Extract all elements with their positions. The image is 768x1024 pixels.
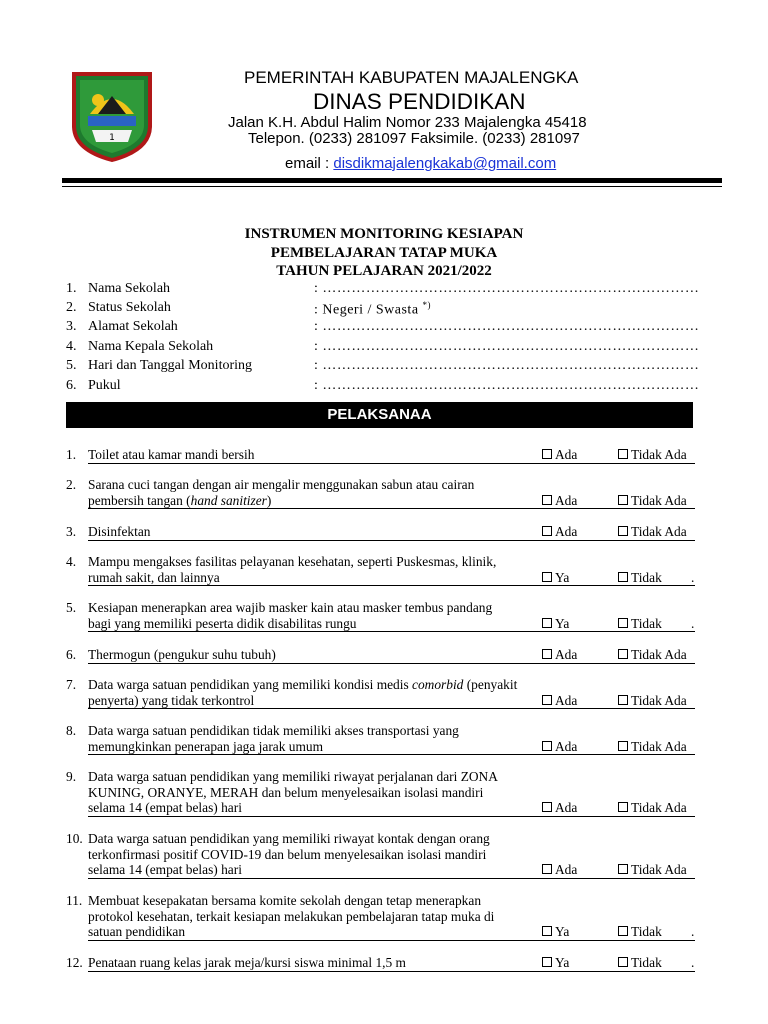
checkbox-icon[interactable] <box>618 926 628 936</box>
option-2-label: Tidak Ada <box>631 492 687 508</box>
identity-field-row <box>0 378 768 397</box>
field-number: 1. <box>66 281 77 296</box>
item-text <box>88 447 518 463</box>
identity-field-row <box>0 300 768 319</box>
checkbox-icon[interactable] <box>542 864 552 874</box>
header-agency: DINAS PENDIDIKAN <box>313 89 526 114</box>
trailing-mark: . <box>691 924 695 940</box>
item-text <box>88 600 518 631</box>
item-underline <box>88 540 695 541</box>
field-label: Nama Sekolah <box>88 281 171 296</box>
checkbox-icon[interactable] <box>542 495 552 505</box>
checkbox-icon[interactable] <box>618 618 628 628</box>
option-2[interactable] <box>618 570 662 586</box>
item-number: 7. <box>66 677 77 692</box>
item-text-main: Penataan ruang kelas jarak meja/kursi siswa minimal 1,5 m <box>88 955 406 970</box>
item-number: 5. <box>66 600 77 615</box>
identity-field-row <box>0 358 768 377</box>
option-2-label: Tidak Ada <box>631 647 687 662</box>
item-text <box>88 769 518 816</box>
option-2-label: Tidak Ada <box>631 862 687 878</box>
option-1-label: Ada <box>555 800 578 816</box>
email-link[interactable]: disdikmajalengkakab@gmail.com <box>333 155 557 172</box>
item-text-main: Thermogun (pengukur suhu tubuh) <box>88 647 276 662</box>
item-text <box>88 723 518 754</box>
field-value[interactable]: : …………………………………………………………………… <box>314 281 700 296</box>
item-text-main: Disinfektan <box>88 524 151 539</box>
checkbox-icon[interactable] <box>618 741 628 751</box>
checklist-item <box>66 600 696 635</box>
option-2-label: Tidak <box>631 569 662 585</box>
checkbox-icon[interactable] <box>618 864 628 874</box>
checkbox-icon[interactable] <box>542 802 552 812</box>
field-label: Alamat Sekolah <box>88 319 178 334</box>
item-text-main: Data warga satuan pendidikan yang memiliki riwayat perjalanan dari ZONA KUNING, ORANYE, MERAH dan belum menyelesaikan isolasi mandiri selama 14 (empat belas) hari <box>88 769 498 816</box>
checkbox-icon[interactable] <box>618 649 628 659</box>
checkbox-icon[interactable] <box>542 741 552 751</box>
checkbox-icon[interactable] <box>542 957 552 967</box>
field-number: 4. <box>66 339 77 354</box>
option-2[interactable] <box>618 616 662 632</box>
checklist-item <box>66 677 696 712</box>
checkbox-icon[interactable] <box>618 572 628 582</box>
field-number: 2. <box>66 300 77 315</box>
field-label: Pukul <box>88 378 121 393</box>
checklist-item <box>66 477 696 512</box>
option-2[interactable] <box>618 739 687 755</box>
option-1[interactable] <box>542 447 577 463</box>
item-number: 1. <box>66 447 77 462</box>
item-text-main: Data warga satuan pendidikan yang memiliki kondisi medis <box>88 677 413 692</box>
checkbox-icon[interactable] <box>542 926 552 936</box>
identity-field-row <box>0 339 768 358</box>
checklist-item <box>66 723 696 758</box>
checkbox-icon[interactable] <box>618 449 628 459</box>
option-2-label: Tidak Ada <box>631 800 687 816</box>
item-text-after: (penyakit penyerta) yang tidak terkontrol <box>88 677 518 708</box>
section-header: PELAKSANAA <box>66 402 693 428</box>
option-2[interactable] <box>618 693 687 709</box>
field-value[interactable]: : …………………………………………………………………… <box>314 358 700 373</box>
option-1-label: Ya <box>555 955 570 970</box>
checkbox-icon[interactable] <box>618 526 628 536</box>
item-text-main: Kesiapan menerapkan area wajib masker kain atau masker tembus pandang bagi yang memiliki peserta didik disabilitas rungu <box>88 600 493 631</box>
item-text-main: Toilet atau kamar mandi bersih <box>88 447 255 462</box>
item-text <box>88 831 518 878</box>
item-number: 3. <box>66 524 77 539</box>
item-underline <box>88 663 695 664</box>
option-1[interactable] <box>542 924 569 940</box>
option-1[interactable] <box>542 647 577 663</box>
item-number: 11. <box>66 893 83 908</box>
item-underline <box>88 940 695 941</box>
regency-emblem-icon <box>70 70 154 162</box>
option-1-label: Ada <box>555 692 578 708</box>
item-text-main: Data warga satuan pendidikan tidak memiliki akses transportasi yang memungkinkan penerapan jaga jarak umum <box>88 723 459 754</box>
option-2[interactable] <box>618 955 662 971</box>
field-value[interactable]: : …………………………………………………………………… <box>314 319 700 334</box>
item-text <box>88 955 518 971</box>
option-1-label: Ada <box>555 647 578 662</box>
option-2-label: Tidak <box>631 955 662 970</box>
item-text-main: Mampu mengakses fasilitas pelayanan kesehatan, seperti Puskesmas, klinik, rumah sakit, dan lainnya <box>88 554 497 585</box>
item-text-main: Membuat kesepakatan bersama komite sekolah dengan tetap menerapkan protokol kesehatan, terkait kesiapan melakukan pembelajaran tatap muka di satuan pendidikan <box>88 893 495 940</box>
item-number: 12. <box>66 955 83 970</box>
checkbox-icon[interactable] <box>618 802 628 812</box>
trailing-mark: . <box>691 615 695 631</box>
option-2[interactable] <box>618 493 687 509</box>
option-1-label: Ada <box>555 862 578 878</box>
option-1-label: Ya <box>555 569 570 585</box>
item-text <box>88 647 518 663</box>
item-underline <box>88 708 695 709</box>
email-label: email : <box>285 155 334 172</box>
option-1[interactable] <box>542 616 569 632</box>
trailing-mark: . <box>691 955 695 970</box>
field-value[interactable]: : Negeri / Swasta *) <box>314 300 432 318</box>
item-text <box>88 893 518 940</box>
item-text <box>88 554 518 585</box>
item-text-after: ) <box>266 492 272 508</box>
option-1[interactable] <box>542 800 577 816</box>
header-address: Jalan K.H. Abdul Halim Nomor 233 Majalengka 45418 <box>228 114 587 131</box>
option-2-label: Tidak Ada <box>631 447 687 462</box>
item-underline <box>88 754 695 755</box>
item-text <box>88 677 518 708</box>
item-text-italic: hand sanitizer <box>190 492 267 508</box>
item-number: 10. <box>66 831 83 846</box>
identity-field-row <box>0 319 768 338</box>
checklist-item <box>66 554 696 589</box>
checkbox-icon[interactable] <box>542 618 552 628</box>
item-underline <box>88 631 695 632</box>
form-title-line-2: PEMBELAJARAN TATAP MUKA <box>270 245 498 261</box>
item-text-main: Data warga satuan pendidikan yang memiliki riwayat kontak dengan orang terkonfirmasi positif COVID-19 dan belum menyelesaikan isolasi mandiri selama 14 (empat belas) hari <box>88 831 490 878</box>
option-1-label: Ya <box>555 924 570 940</box>
header-divider-thin <box>62 186 722 187</box>
option-2[interactable] <box>618 524 687 540</box>
option-1[interactable] <box>542 862 577 878</box>
field-number: 6. <box>66 378 77 393</box>
option-2[interactable] <box>618 800 687 816</box>
item-number: 9. <box>66 769 77 784</box>
item-number: 8. <box>66 723 77 738</box>
header-email-line <box>285 155 556 172</box>
option-2[interactable] <box>618 924 662 940</box>
item-underline <box>88 971 695 972</box>
option-2[interactable] <box>618 862 687 878</box>
checkbox-icon[interactable] <box>542 695 552 705</box>
item-text <box>88 524 518 540</box>
option-1-label: Ada <box>555 447 578 462</box>
option-2-label: Tidak Ada <box>631 524 687 539</box>
option-2-label: Tidak Ada <box>631 738 687 754</box>
field-value[interactable]: : …………………………………………………………………… <box>314 378 700 393</box>
item-text-italic: comorbid <box>412 677 464 692</box>
form-title-line-3: TAHUN PELAJARAN 2021/2022 <box>276 263 492 279</box>
option-1-label: Ada <box>555 492 578 508</box>
option-2-label: Tidak Ada <box>631 692 687 708</box>
checkbox-icon[interactable] <box>542 449 552 459</box>
header-phone: Telepon. (0233) 281097 Faksimile. (0233) 281097 <box>248 130 580 147</box>
item-underline <box>88 816 695 817</box>
field-note: *) <box>422 300 432 310</box>
option-1[interactable] <box>542 693 577 709</box>
option-2-label: Tidak <box>631 615 662 631</box>
header-government: PEMERINTAH KABUPATEN MAJALENGKA <box>244 68 579 87</box>
checkbox-icon[interactable] <box>542 572 552 582</box>
item-underline <box>88 878 695 879</box>
field-label: Nama Kepala Sekolah <box>88 339 214 354</box>
checkbox-icon[interactable] <box>618 957 628 967</box>
item-underline <box>88 463 695 464</box>
checklist-item <box>66 893 696 944</box>
checklist-item <box>66 647 696 667</box>
option-1[interactable] <box>542 739 577 755</box>
option-1-label: Ada <box>555 524 578 539</box>
option-1-label: Ada <box>555 738 578 754</box>
checklist-item <box>66 769 696 820</box>
checklist-item <box>66 955 696 975</box>
field-number: 5. <box>66 358 77 373</box>
field-label: Hari dan Tanggal Monitoring <box>88 358 253 373</box>
option-1[interactable] <box>542 570 569 586</box>
option-1[interactable] <box>542 493 577 509</box>
checkbox-icon[interactable] <box>542 649 552 659</box>
checkbox-icon[interactable] <box>618 695 628 705</box>
checklist-item <box>66 831 696 882</box>
item-underline <box>88 585 695 586</box>
item-number: 6. <box>66 647 77 662</box>
option-1[interactable] <box>542 955 569 971</box>
identity-field-row <box>0 281 768 300</box>
option-1[interactable] <box>542 524 577 540</box>
item-number: 2. <box>66 477 77 492</box>
item-text-main: Sarana cuci tangan dengan air mengalir menggunakan sabun atau cairan pembersih tangan ( <box>88 477 475 508</box>
option-2-label: Tidak <box>631 924 662 940</box>
svg-text:1: 1 <box>109 133 115 143</box>
checklist-item <box>66 447 696 467</box>
option-2[interactable] <box>618 447 687 463</box>
trailing-mark: . <box>691 569 695 585</box>
item-underline <box>88 508 695 509</box>
checklist-item <box>66 524 696 544</box>
item-number: 4. <box>66 554 77 569</box>
checkbox-icon[interactable] <box>618 495 628 505</box>
field-label: Status Sekolah <box>88 300 171 315</box>
option-1-label: Ya <box>555 615 570 631</box>
option-2[interactable] <box>618 647 687 663</box>
field-value[interactable]: : …………………………………………………………………… <box>314 339 700 354</box>
item-text <box>88 477 518 508</box>
header-divider-thick <box>62 178 722 183</box>
checkbox-icon[interactable] <box>542 526 552 536</box>
form-title-line-1: INSTRUMEN MONITORING KESIAPAN <box>244 226 524 242</box>
field-number: 3. <box>66 319 77 334</box>
